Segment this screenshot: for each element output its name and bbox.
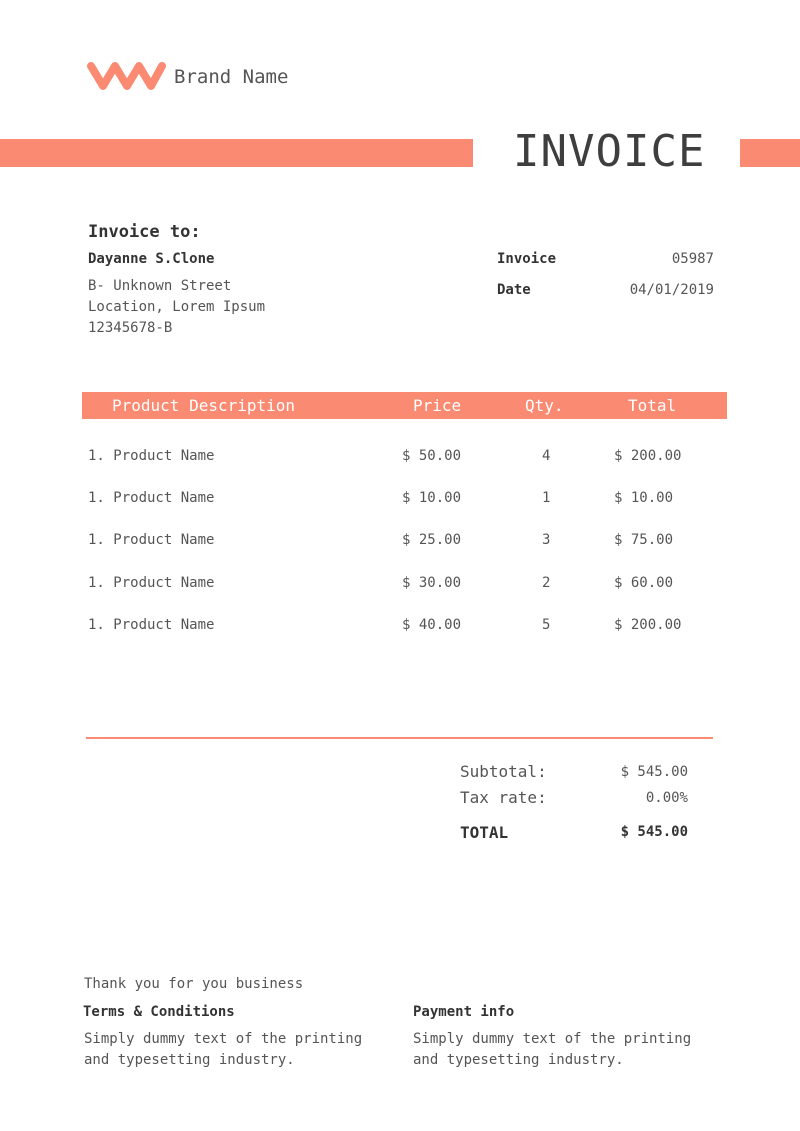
invoice-date-label: Date bbox=[497, 282, 531, 298]
cell-description: 1. Product Name bbox=[88, 575, 215, 591]
address-line: B- Unknown Street bbox=[88, 278, 232, 294]
client-name: Dayanne S.Clone bbox=[88, 251, 215, 267]
cell-total: $ 200.00 bbox=[614, 448, 682, 464]
payment-info-text: Simply dummy text of the printing and typesetting industry. bbox=[413, 1031, 692, 1068]
table-row bbox=[82, 575, 727, 595]
header-accent-bar-left bbox=[0, 139, 473, 167]
cell-qty: 4 bbox=[542, 448, 551, 464]
cell-total: $ 200.00 bbox=[614, 617, 682, 633]
table-row bbox=[82, 448, 727, 468]
thank-you-note: Thank you for you business bbox=[84, 976, 304, 992]
page-title: INVOICE bbox=[513, 126, 706, 177]
table-header bbox=[82, 392, 727, 419]
table-row bbox=[82, 617, 727, 637]
bill-to-heading: Invoice to: bbox=[88, 222, 201, 242]
cell-price: $ 50.00 bbox=[402, 448, 462, 464]
subtotal-value: $ 545.00 bbox=[620, 764, 688, 780]
cell-price: $ 40.00 bbox=[402, 617, 462, 633]
subtotal-label: Subtotal: bbox=[460, 762, 547, 781]
tax-rate-value: 0.00% bbox=[645, 790, 688, 806]
header-accent-bar-right bbox=[740, 139, 800, 167]
column-header-description: Product Description bbox=[112, 396, 296, 415]
table-row bbox=[82, 490, 727, 510]
cell-qty: 1 bbox=[542, 490, 551, 506]
cell-qty: 2 bbox=[542, 575, 551, 591]
logo-mark bbox=[91, 66, 162, 86]
cell-price: $ 10.00 bbox=[402, 490, 462, 506]
terms-heading: Terms & Conditions bbox=[83, 1004, 235, 1020]
grand-total-label: TOTAL bbox=[460, 823, 509, 842]
tax-rate-label: Tax rate: bbox=[460, 788, 547, 807]
column-header-price: Price bbox=[413, 396, 462, 415]
cell-description: 1. Product Name bbox=[88, 617, 215, 633]
address-line: 12345678-B bbox=[88, 320, 173, 336]
cell-qty: 5 bbox=[542, 617, 551, 633]
brand-name: Brand Name bbox=[174, 66, 289, 88]
summary-divider bbox=[86, 737, 713, 739]
zigzag-w-logo-icon bbox=[86, 58, 166, 92]
cell-total: $ 75.00 bbox=[614, 532, 674, 548]
invoice-date: 04/01/2019 bbox=[629, 282, 714, 298]
cell-total: $ 60.00 bbox=[614, 575, 674, 591]
cell-total: $ 10.00 bbox=[614, 490, 674, 506]
cell-description: 1. Product Name bbox=[88, 532, 215, 548]
grand-total-value: $ 545.00 bbox=[620, 824, 688, 840]
payment-info-heading: Payment info bbox=[413, 1004, 515, 1020]
invoice-number: 05987 bbox=[671, 251, 714, 267]
cell-price: $ 30.00 bbox=[402, 575, 462, 591]
terms-text: Simply dummy text of the printing and typesetting industry. bbox=[84, 1031, 363, 1068]
cell-qty: 3 bbox=[542, 532, 551, 548]
column-header-total: Total bbox=[628, 396, 677, 415]
cell-description: 1. Product Name bbox=[88, 448, 215, 464]
column-header-qty: Qty. bbox=[525, 396, 564, 415]
address-line: Location, Lorem Ipsum bbox=[88, 299, 266, 315]
cell-price: $ 25.00 bbox=[402, 532, 462, 548]
cell-description: 1. Product Name bbox=[88, 490, 215, 506]
table-row bbox=[82, 532, 727, 552]
invoice-number-label: Invoice bbox=[497, 251, 557, 267]
